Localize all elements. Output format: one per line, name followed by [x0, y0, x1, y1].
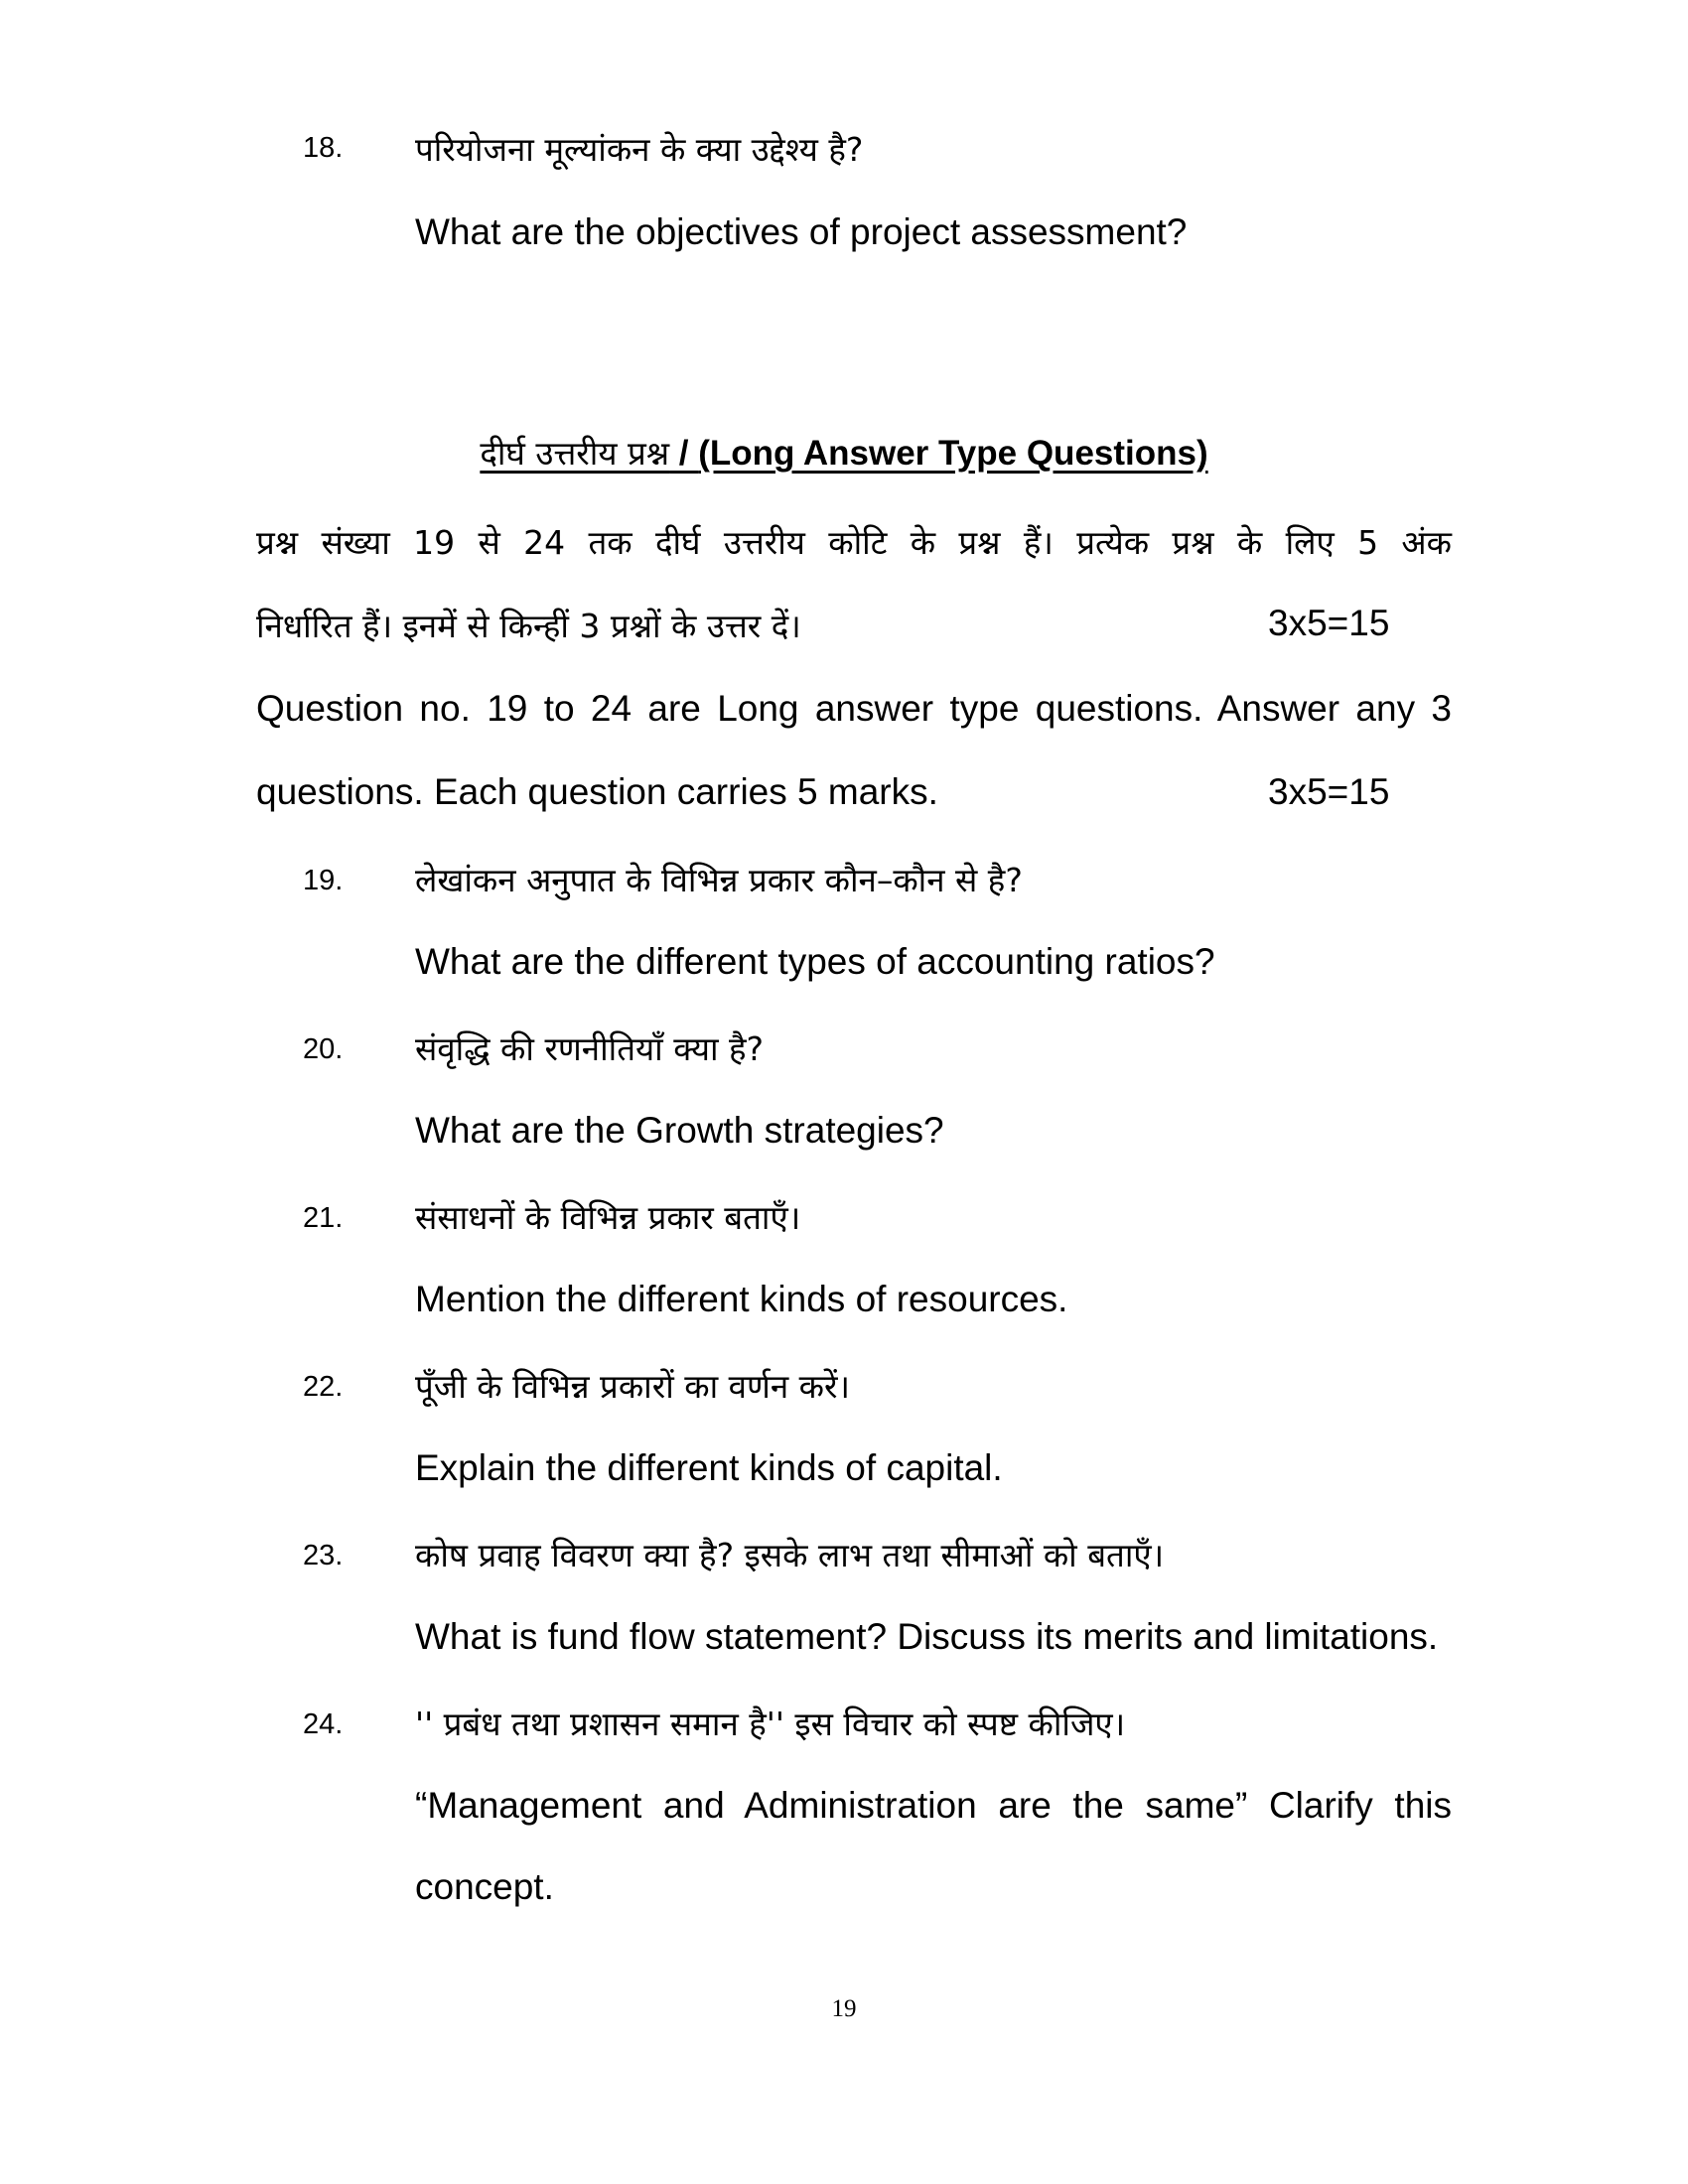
question-english: What are the different types of accounting ratios? [415, 941, 1215, 982]
question-hindi: '' प्रबंध तथा प्रशासन समान है'' इस विचार को स्पष्ट कीजिए। [415, 1705, 1126, 1743]
question-number: 23. [303, 1540, 344, 1571]
instructions-hindi-line2: निर्धारित हैं। इनमें से किन्हीं 3 प्रश्नों के उत्तर दें। [256, 607, 801, 645]
marks-hindi: 3x5=15 [1268, 603, 1390, 643]
question-number: 20. [303, 1033, 344, 1065]
section-heading-separator: / [669, 434, 699, 473]
question-hindi: कोष प्रवाह विवरण क्या है? इसके लाभ तथा सीमाओं को बताएँ। [415, 1536, 1165, 1574]
instructions-english-line2: questions. Each question carries 5 marks. [256, 771, 938, 812]
page-number: 19 [831, 1995, 857, 2022]
question-number: 19. [303, 865, 344, 896]
question-english: Explain the different kinds of capital. [415, 1447, 1003, 1488]
question-number: 24. [303, 1708, 344, 1740]
question-english: Mention the different kinds of resources. [415, 1279, 1068, 1319]
question-english-line2: concept. [415, 1866, 554, 1907]
question-hindi: संवृद्धि की रणनीतियाँ क्या है? [415, 1029, 765, 1068]
question-hindi: लेखांकन अनुपात के विभिन्न प्रकार कौन–कौन से है? [415, 861, 1023, 899]
instructions-hindi-line1: प्रश्न संख्या 19 से 24 तक दीर्घ उत्तरीय कोटि के प्रश्न हैं। प्रत्येक प्रश्न के लिए 5 अंक [256, 523, 1452, 562]
question-number: 21. [303, 1202, 344, 1234]
question-hindi: पूँजी के विभिन्न प्रकारों का वर्णन करें। [415, 1367, 850, 1406]
question-english: What is fund flow statement? Discuss its merits and limitations. [415, 1616, 1439, 1657]
question-hindi: संसाधनों के विभिन्न प्रकार बताएँ। [415, 1198, 801, 1237]
section-heading [0, 430, 1688, 475]
question-number: 22. [303, 1371, 344, 1403]
question-english: What are the Growth strategies? [415, 1110, 944, 1151]
question-english-line1: “Management and Administration are the same” Clarify this [415, 1785, 1452, 1826]
section-heading-hindi: दीर्घ उत्तरीय प्रश्न [480, 434, 670, 473]
section-heading-english: (Long Answer Type Questions) [698, 434, 1208, 473]
question-number: 18. [303, 132, 344, 164]
marks-english: 3x5=15 [1268, 771, 1390, 812]
instructions-english-line1: Question no. 19 to 24 are Long answer type questions. Answer any 3 [256, 688, 1452, 729]
question-hindi: परियोजना मूल्यांकन के क्या उद्देश्य है? [415, 130, 864, 169]
question-english: What are the objectives of project assessment? [415, 211, 1188, 252]
